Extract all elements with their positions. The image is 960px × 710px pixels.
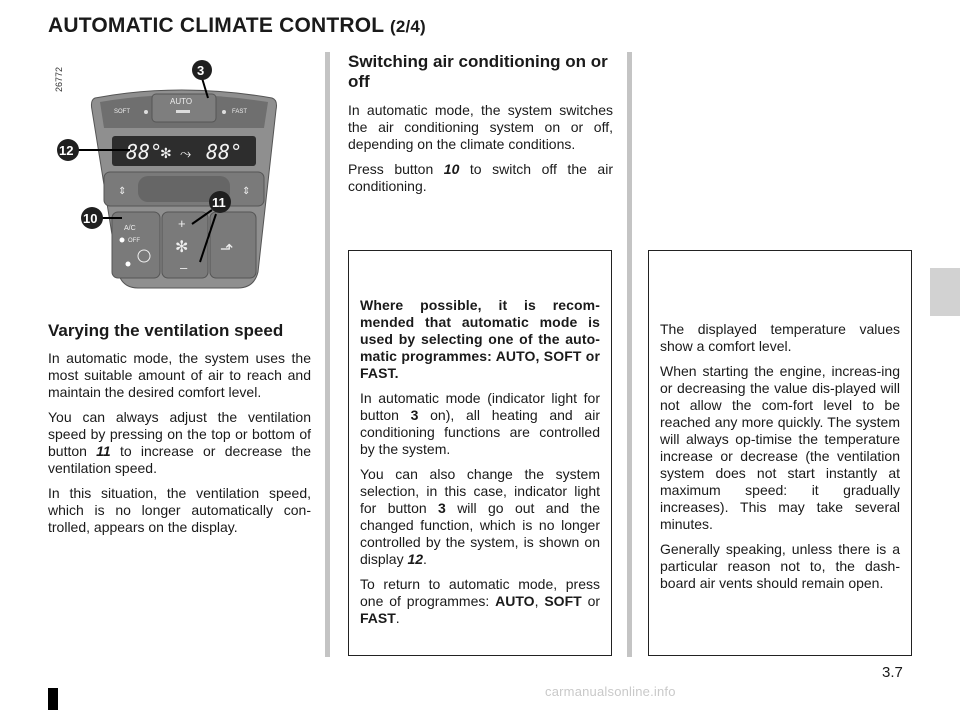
fan-icon: ✻	[175, 239, 189, 256]
climate-control-panel-illustration	[40, 50, 320, 300]
watermark: carmanualsonline.info	[545, 684, 676, 699]
title-part-indicator: (2/4)	[389, 17, 426, 36]
callout-11-number: 11	[212, 195, 226, 210]
ventilation-section	[48, 320, 311, 544]
page-number: 3.7	[882, 664, 903, 681]
page-title	[48, 14, 426, 38]
ventilation-heading: Varying the ventilation speed	[48, 321, 284, 340]
ac-button-block	[112, 212, 160, 278]
ventilation-paragraph-2: You can always adjust the ventilation speed by pressing on the top or bottom of button 11 to increase or decrease the ventilation speed.	[48, 409, 311, 476]
off-label: OFF	[128, 238, 140, 244]
ac-label: A/C	[124, 225, 136, 232]
column-divider-left	[325, 52, 330, 657]
soft-indicator	[144, 110, 148, 114]
automatic-mode-note-box	[348, 250, 612, 656]
fan-plus-icon: +	[178, 216, 186, 231]
recirculation-indicator	[126, 262, 131, 267]
ac-section	[348, 52, 613, 203]
button-10-ref: 10	[443, 161, 460, 177]
right-temp-chevron-icon: ⇕	[242, 186, 251, 197]
display-right-temp: 88°	[206, 140, 243, 164]
title-main: AUTOMATIC CLIMATE CONTROL	[48, 14, 384, 37]
display-airflow-icon: ⤳	[180, 145, 192, 161]
box1-paragraph-3: You can also change the system selection, in this case, indicator light for button 3 will go out and the changed function, which is no longer controlled by the system, is shown on display 12.	[360, 466, 600, 567]
callout-12-number: 12	[59, 143, 74, 158]
chapter-side-tab	[930, 268, 960, 316]
callout-10-number: 10	[83, 211, 98, 226]
fast-indicator	[222, 110, 226, 114]
display-fan-icon: ✻	[160, 145, 172, 161]
box1-paragraph-1: Where possible, it is recom-mended that automatic mode is used by selecting one of the auto-matic programmes: AUTO, SOFT or FAST.	[360, 297, 600, 381]
ac-indicator	[120, 238, 125, 243]
left-temp-chevron-icon: ⇕	[118, 186, 127, 197]
auto-label: AUTO	[170, 97, 193, 106]
ac-paragraph-2: Press button 10 to switch off the air conditioning.	[348, 161, 613, 194]
soft-label: SOFT	[114, 109, 130, 115]
display-left-temp: 88°	[126, 140, 163, 164]
temperature-note-box	[648, 250, 912, 656]
box2-paragraph-2: When starting the engine, increas-ing or decreasing the value dis-played will not allow the com-fort level to be reached any more quickly. The system will always op-timise the temperature increase or decrease (the ventilation system does not start instantly at maximum speed: it gradually increases). This may take several minutes.	[660, 363, 900, 532]
button-11-ref: 11	[96, 443, 111, 459]
box1-paragraph-2: In automatic mode (indicator light for button 3 on), all heating and air conditioning functions are controlled by the system.	[360, 390, 600, 457]
seat-airflow-icon: ⬏	[220, 241, 234, 258]
auto-indicator	[176, 110, 190, 113]
corner-mark	[48, 688, 58, 710]
fast-label: FAST	[232, 109, 248, 115]
illustration-ref-code: 26772	[54, 66, 64, 92]
callout-3-number: 3	[197, 63, 205, 78]
ventilation-paragraph-1: In automatic mode, the system uses the most suitable amount of air to reach and maintain the desired comfort level.	[48, 350, 311, 400]
box1-paragraph-4: To return to automatic mode, press one of programmes: AUTO, SOFT or FAST.	[360, 576, 601, 626]
ac-paragraph-1: In automatic mode, the system switches the air conditioning system on or off, depending on the climate conditions.	[348, 102, 613, 152]
fan-minus-icon: –	[180, 260, 188, 275]
box2-paragraph-1: The displayed temperature values show a comfort level.	[660, 321, 900, 354]
box2-paragraph-3: Generally speaking, unless there is a particular reason not to, the dash-board air vents should remain open.	[660, 541, 900, 591]
ventilation-paragraph-3: In this situation, the ventilation speed, which is no longer automatically con-trolled, appears on the display.	[48, 485, 311, 535]
ac-heading: Switching air conditioning on or off	[348, 52, 608, 91]
column-divider-right	[627, 52, 632, 657]
